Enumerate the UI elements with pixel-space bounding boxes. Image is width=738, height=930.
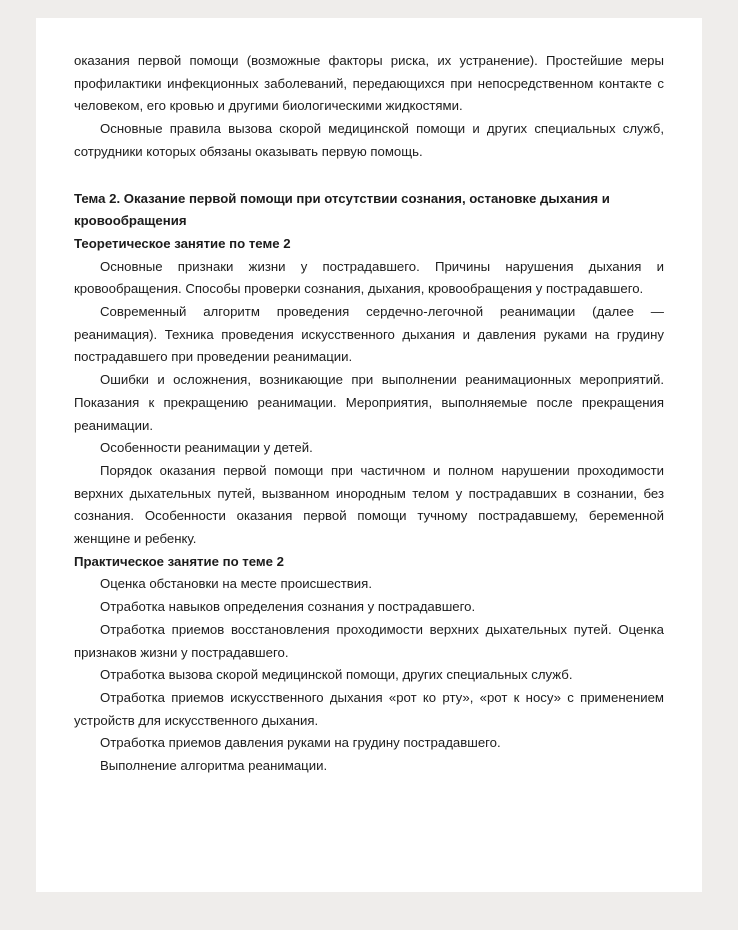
paragraph: Особенности реанимации у детей. (100, 440, 313, 456)
document-text-body (74, 50, 664, 778)
paragraph: Отработка приемов давления руками на грудину пострадавшего. (100, 735, 501, 751)
document-page (36, 18, 702, 892)
paragraph: Порядок оказания первой помощи при частичном и полном нарушении проходимости верхних дыхательных путей, вызванном инородным телом у пострадавших в сознании, без сознания. Особенности оказания первой помощи тучному пострадавшему, беременной женщине и ребенку. (74, 462, 664, 547)
paragraph: Основные правила вызова скорой медицинской помощи и других специальных служб, сотрудники которых обязаны оказывать первую помощь. (74, 121, 664, 159)
paragraph: Отработка приемов искусственного дыхания «рот ко рту», «рот к носу» с применением устройств для искусственного дыхания. (74, 689, 664, 728)
paragraph: Основные признаки жизни у пострадавшего. Причины нарушения дыхания и кровообращения. Способы проверки сознания, дыхания, кровообращения у пострадавшего. (74, 258, 664, 297)
section-heading: Тема 2. Оказание первой помощи при отсутствии сознания, остановке дыхания и кровообращения (74, 190, 610, 229)
paragraph: Современный алгоритм проведения сердечно-легочной реанимации (далее — реанимация). Техника проведения искусственного дыхания и давления руками на грудину пострадавшего при проведении реанимации. (74, 304, 664, 365)
paragraph: оказания первой помощи (возможные факторы риска, их устранение). Простейшие меры профилактики инфекционных заболеваний, передающихся при непосредственном контакте с человеком, его кровью и другими биологическими жидкостями. (74, 53, 664, 114)
paragraph: Отработка вызова скорой медицинской помощи, других специальных служб. (100, 667, 573, 683)
section-subheading: Теоретическое занятие по теме 2 (74, 235, 291, 251)
paragraph: Отработка навыков определения сознания у пострадавшего. (100, 599, 476, 615)
section-subheading: Практическое занятие по теме 2 (74, 553, 284, 569)
paragraph: Оценка обстановки на месте происшествия. (100, 576, 372, 592)
paragraph: Выполнение алгоритма реанимации. (100, 758, 328, 774)
paragraph: Отработка приемов восстановления проходимости верхних дыхательных путей. Оценка признаков жизни у пострадавшего. (74, 621, 664, 660)
paragraph: Ошибки и осложнения, возникающие при выполнении реанимационных мероприятий. Показания к прекращению реанимации. Мероприятия, выполняемые после прекращения реанимации. (74, 372, 664, 433)
